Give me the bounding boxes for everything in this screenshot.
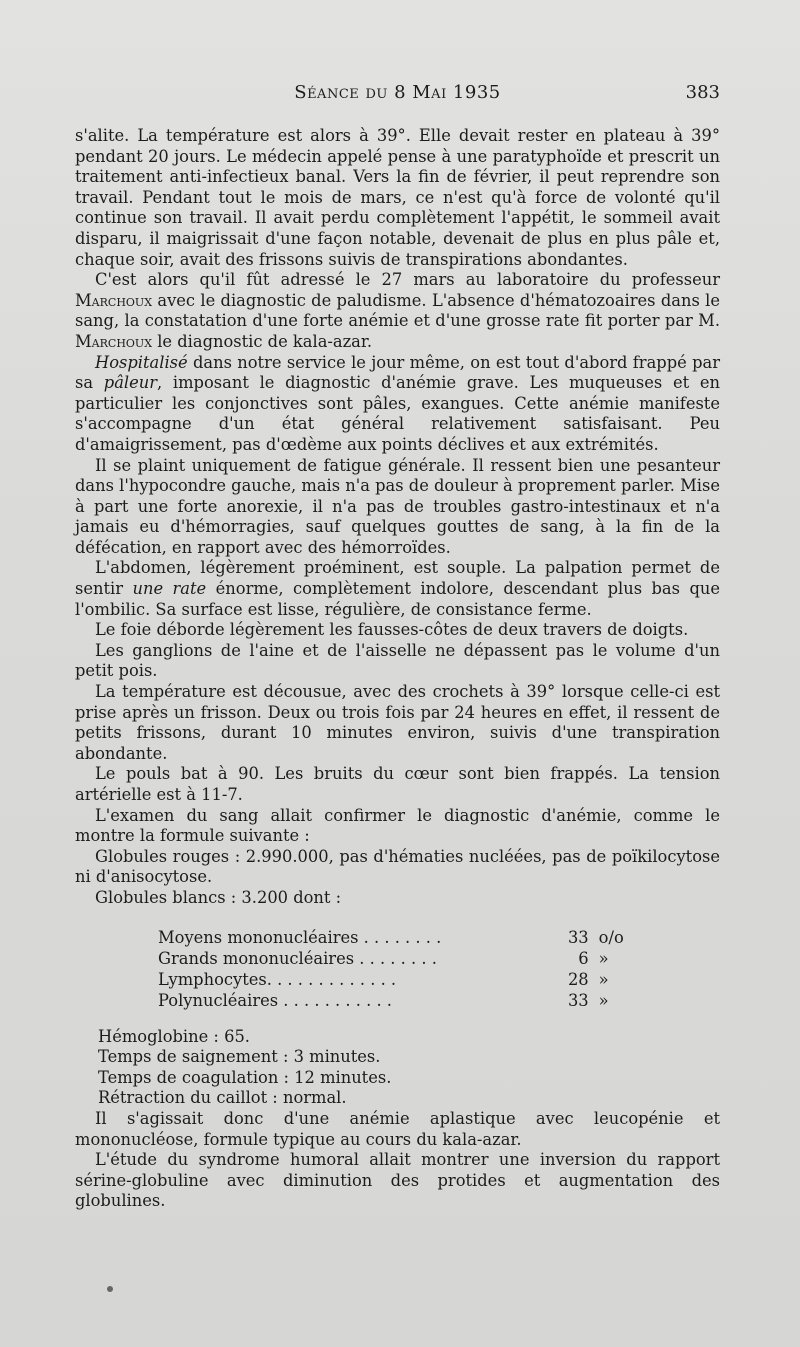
paragraph: Il s'agissait donc d'une anémie aplastique avec leucopénie et mononucléose, formule typique au cours du kala-azar. — [75, 1108, 720, 1149]
row-unit: » — [598, 990, 609, 1010]
row-value: 6 — [578, 948, 589, 968]
author-name: Marchoux — [75, 290, 153, 310]
page-number: 383 — [685, 82, 720, 103]
lab-line: Temps de saignement : 3 minutes. — [98, 1047, 381, 1067]
paragraph: Globules rouges : 2.990.000, pas d'hématies nucléées, pas de poïkilocytose ni d'anisocytose. — [75, 846, 720, 887]
ink-speck — [107, 1286, 113, 1292]
row-unit: o/o — [598, 927, 624, 947]
row-value: 33 — [567, 927, 589, 947]
row-label: Moyens mononucléaires . . . . . . . . — [158, 927, 442, 947]
table-row — [158, 969, 638, 990]
paragraph: C'est alors qu'il fût adressé le 27 mars au laboratoire du professeur Marchoux avec le diagnostic de paludisme. L'absence d'hématozoaires dans le sang, la constatation d'une forte anémie et d'une grosse rate fit porter par M. Marchoux le diagnostic de kala-azar. — [75, 270, 720, 351]
paragraph: L'examen du sang allait confirmer le diagnostic d'anémie, comme le montre la formule suivante : — [75, 805, 720, 846]
row-label: Lymphocytes. . . . . . . . . . . . . — [158, 969, 397, 989]
row-label: Polynucléaires . . . . . . . . . . . — [158, 990, 392, 1010]
lab-line: Hémoglobine : 65. — [98, 1026, 250, 1046]
lab-line: Rétraction du caillot : normal. — [98, 1088, 347, 1108]
table-row — [158, 990, 638, 1011]
leukocyte-formula-table — [158, 927, 638, 1011]
paragraph: s'alite. La température est alors à 39°. Elle devait rester en plateau à 39° pendant 20 jours. Le médecin appelé pense à une paratyphoïde et prescrit un traitement anti-infectieux banal. Vers la fin de février, il peut reprendre son travail. Pendant tout le mois de mars, ce n'est qu'à force de volonté qu'il continue son travail. Il avait perdu complètement l'appétit, le sommeil avait disparu, il maigrissait d'une façon notable, devenait de plus en plus pâle et, chaque soir, avait des frissons suivis de transpirations abondantes. — [75, 126, 720, 269]
paragraph: L'abdomen, légèrement proéminent, est souple. La palpation permet de sentir une rate énorme, complètement indolore, descendant plus bas que l'ombilic. Sa surface est lisse, régulière, de consistance ferme. — [75, 558, 720, 619]
author-name: Marchoux — [75, 331, 153, 351]
paragraph: Hospitalisé dans notre service le jour même, on est tout d'abord frappé par sa pâleur, imposant le diagnostic d'anémie grave. Les muqueuses et en particulier les conjonctives sont pâles, exangues. Cette anémie manifeste s'accompagne d'un état général relativement satisfaisant. Peu d'amaigrissement, pas d'œdème aux points déclives et aux extrémités. — [75, 352, 721, 454]
row-value: 28 — [567, 969, 589, 989]
paragraph: La température est décousue, avec des crochets à 39° lorsque celle-ci est prise après un frisson. Deux ou trois fois par 24 heures en effet, il ressent de petits frissons, durant 10 minutes environ, suivis d'une transpiration abondante. — [75, 682, 720, 763]
row-label: Grands mononucléaires . . . . . . . . — [158, 948, 437, 968]
table-row — [158, 927, 638, 948]
paragraph: Globules blancs : 3.200 dont : — [95, 887, 342, 907]
paragraph: Les ganglions de l'aine et de l'aisselle ne dépassent pas le volume d'un petit pois. — [75, 640, 720, 681]
lab-results — [75, 1027, 720, 1109]
page-header — [75, 82, 720, 112]
paragraph: Le pouls bat à 90. Les bruits du cœur sont bien frappés. La tension artérielle est à 11-7. — [75, 764, 720, 804]
table-row — [158, 948, 638, 969]
paragraph: L'étude du syndrome humoral allait montrer une inversion du rapport sérine-globuline avec diminution des protides et augmentation des globulines. — [75, 1150, 720, 1211]
row-unit: » — [598, 969, 609, 989]
row-unit: » — [598, 948, 609, 968]
paragraph: Le foie déborde légèrement les fausses-côtes de deux travers de doigts. — [95, 620, 689, 640]
body-text — [75, 126, 720, 1212]
running-head: Séance du 8 Mai 1935 — [294, 82, 501, 103]
row-value: 33 — [567, 990, 589, 1010]
paragraph: Il se plaint uniquement de fatigue générale. Il ressent bien une pesanteur dans l'hypocondre gauche, mais n'a pas de douleur à proprement parler. Mise à part une forte anorexie, il n'a pas de troubles gastro-intestinaux et n'a jamais eu d'hémorragies, sauf quelques gouttes de sang, à la fin de la défécation, en rapport avec des hémorroïdes. — [75, 455, 720, 557]
lab-line: Temps de coagulation : 12 minutes. — [98, 1067, 392, 1087]
